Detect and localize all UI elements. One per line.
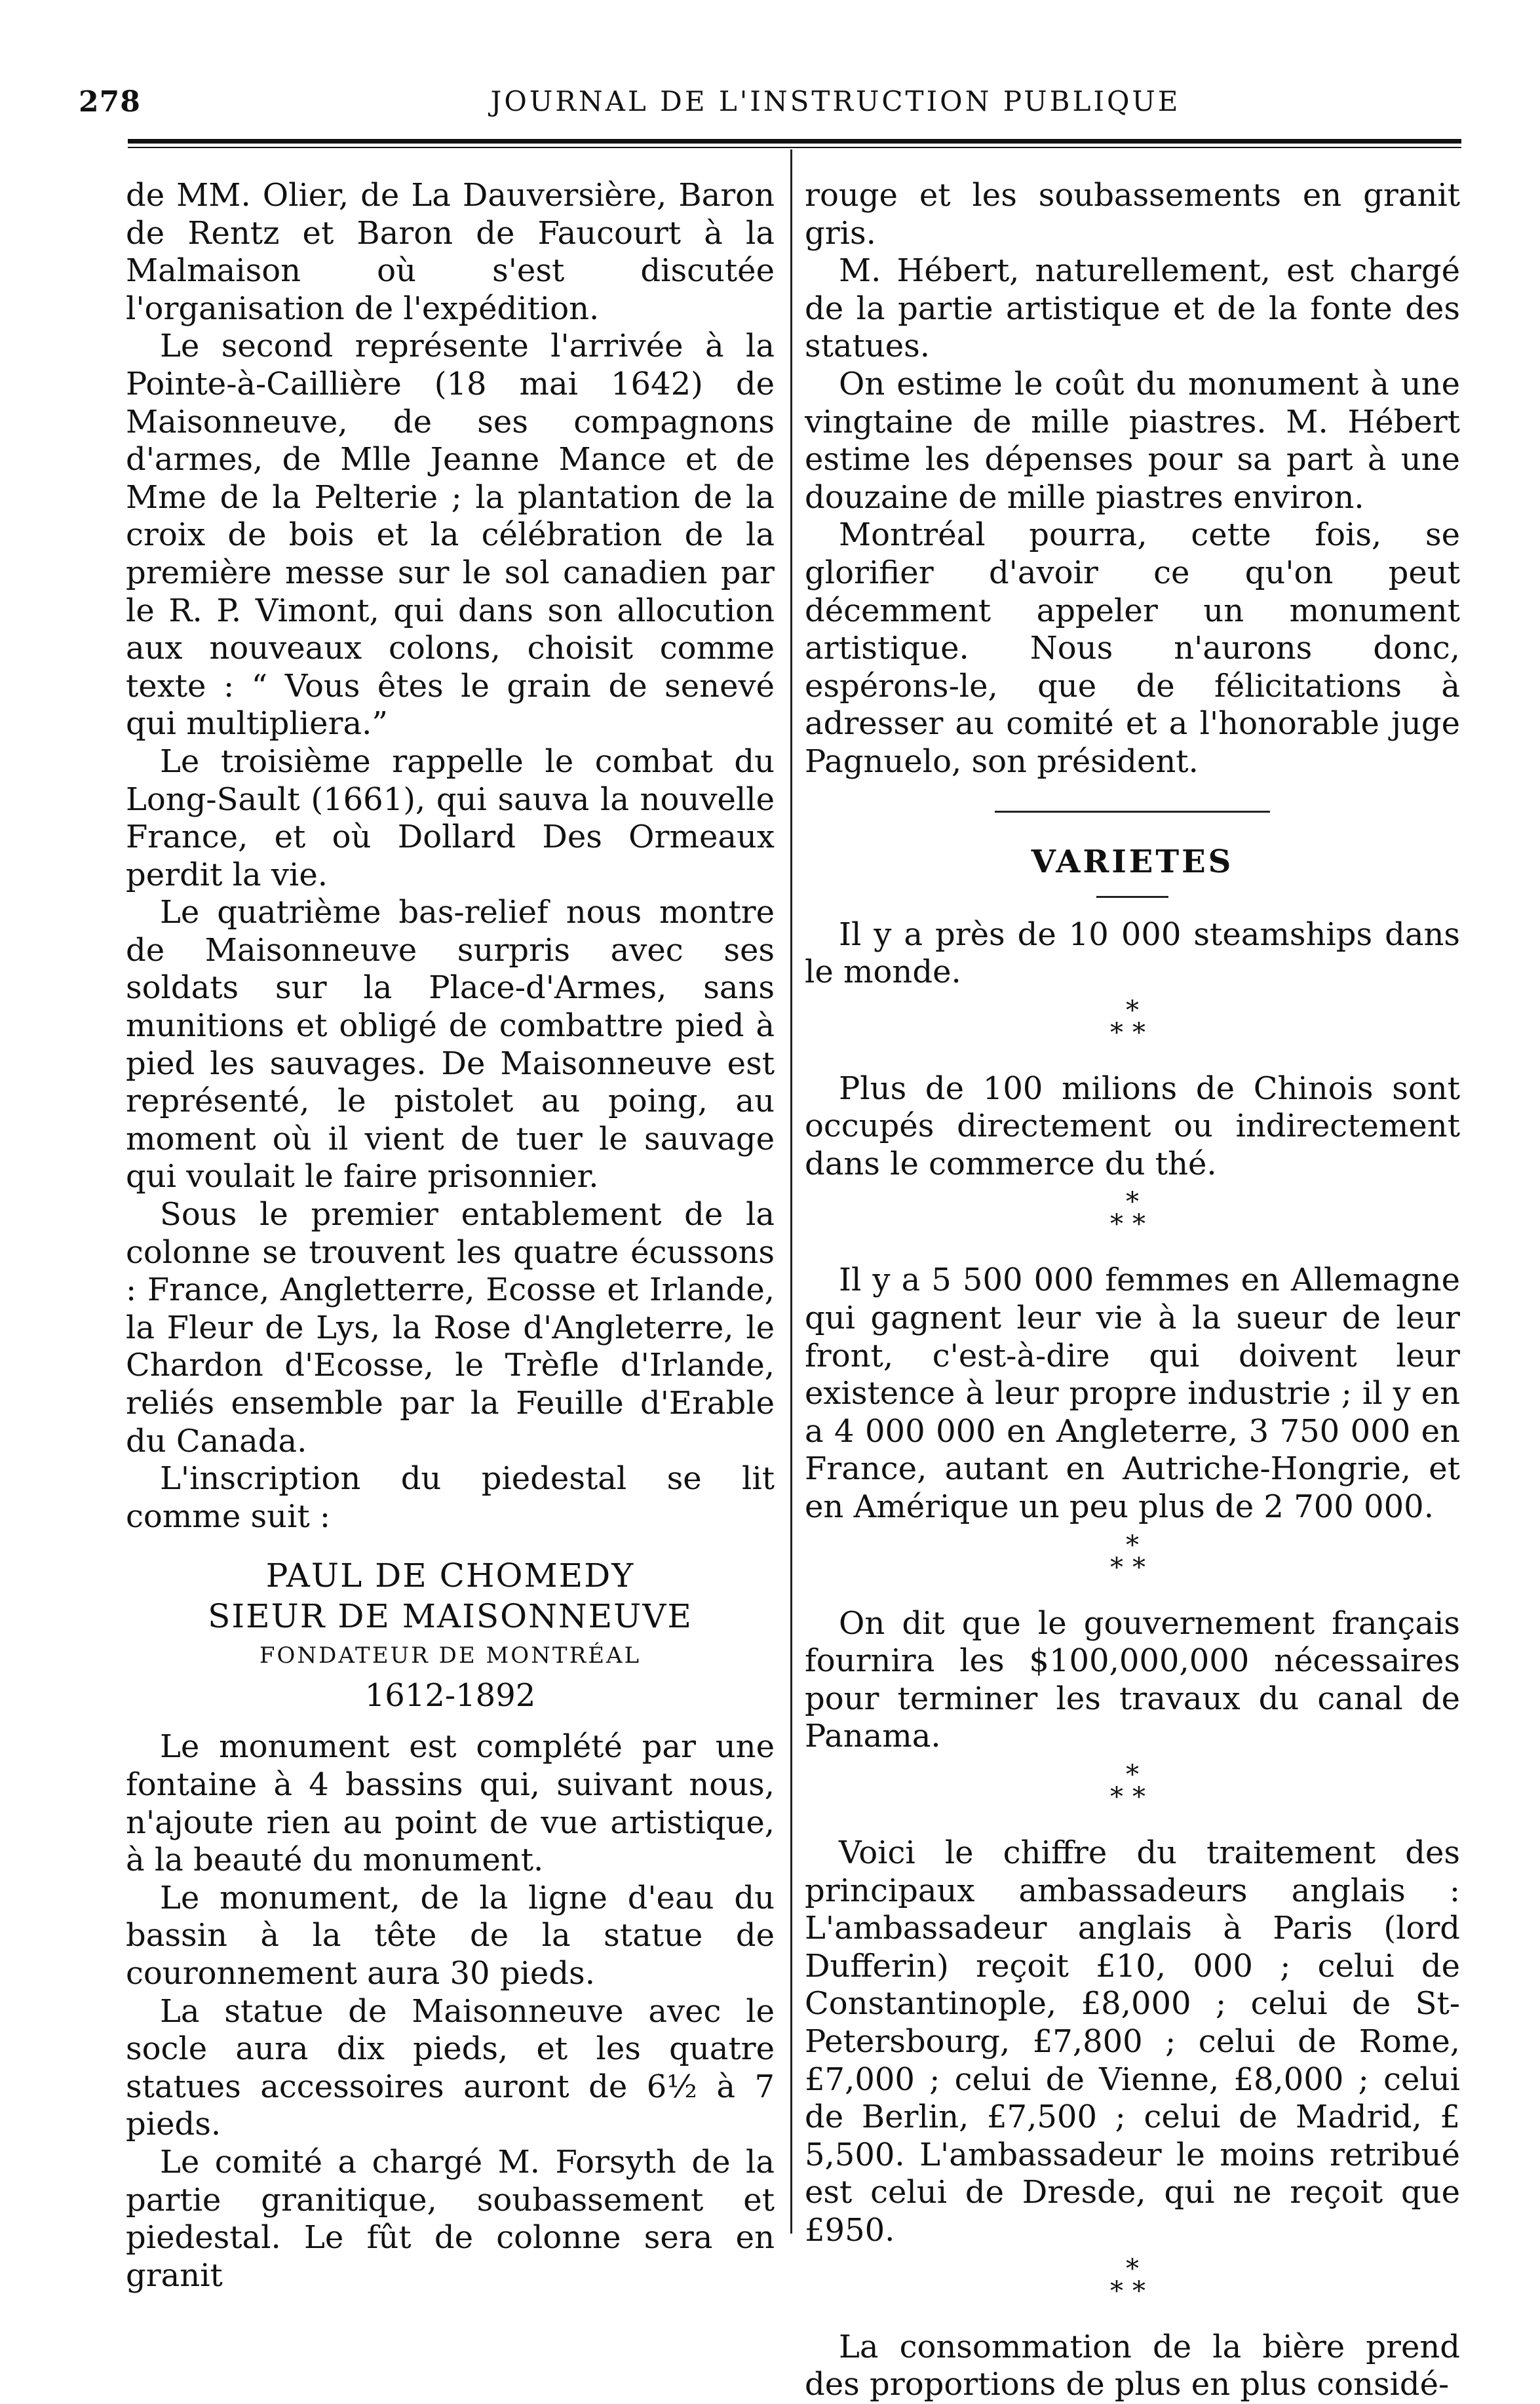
header-rule-thin	[128, 147, 1461, 148]
asterism-divider: * **	[1110, 2253, 1155, 2306]
left-column	[126, 177, 775, 2295]
paragraph: Sous le premier entablement de la colonne se trouvent les quatre écussons : France, Angletterre, Ecosse et Irlande, la Fleur de Lys, la Rose d'Angleterre, le Chardon d'Ecosse, le Trèfle d'Irlande, reliés ensemble par la Feuille d'Erable du Canada.	[126, 1196, 775, 1460]
variety-item: Plus de 100 milions de Chinois sont occupés directement ou indirectement dans le commerce du thé.	[805, 1070, 1460, 1182]
variety-item: Il y a près de 10 000 steamships dans le monde.	[805, 916, 1460, 991]
paragraph: Le comité a chargé M. Forsyth de la partie granitique, soubassement et piedestal. Le fût de colonne sera en granit	[126, 2143, 775, 2294]
title-underline	[1096, 896, 1168, 898]
variety-item: On dit que le gouvernement français fournira les $100,000,000 nécessaires pour terminer les travaux du canal de Panama.	[805, 1604, 1460, 1755]
column-divider	[790, 149, 792, 2234]
paragraph: de MM. Olier, de La Dauversière, Baron de Rentz et Baron de Faucourt à la Malmaison où s'est discutée l'organisation de l'expédition.	[126, 177, 775, 327]
asterism-divider: * **	[1110, 1187, 1155, 1240]
paragraph: Le monument est complété par une fontaine à 4 bassins qui, suivant nous, n'ajoute rien au point de vue artistique, à la beauté du monument.	[126, 1728, 775, 1879]
paragraph: Le troisième rappelle le combat du Long-Sault (1661), qui sauva la nouvelle France, et où Dollard Des Ormeaux perdit la vie.	[126, 743, 775, 893]
variety-item: Voici le chiffre du traitement des principaux ambassadeurs anglais : L'ambassadeur anglais à Paris (lord Dufferin) reçoit £10, 000 ; celui de Constantinople, £8,000 ; celui de St-Petersbourg, £7,800 ; celui de Rome, £7,000 ; celui de Vienne, £8,000 ; celui de Berlin, £7,500 ; celui de Madrid, £ 5,500. L'ambassadeur le moins retribué est celui de Dresde, qui ne reçoit que £950.	[805, 1834, 1460, 2249]
paragraph: Montréal pourra, cette fois, se glorifier d'avoir ce qu'on peut décemment appeler un monument artistique. Nous n'aurons donc, espérons-le, que de félicitations à adresser au comité et a l'honorable juge Pagnuelo, son président.	[805, 516, 1460, 780]
inscription-name: PAUL DE CHOMEDY	[265, 1557, 635, 1595]
variety-item: La consommation de la bière prend des proportions de plus en plus considé-	[805, 2328, 1460, 2403]
header-rule-thick	[128, 139, 1461, 144]
inscription-founder: FONDATEUR DE MONTRÉAL	[259, 1642, 642, 1669]
asterism-divider: * **	[1110, 1760, 1155, 1812]
right-column	[805, 177, 1460, 2404]
inscription-title: SIEUR DE MAISONNEUVE	[208, 1597, 693, 1636]
paragraph: Le second représente l'arrivée à la Pointe-à-Caillière (18 mai 1642) de Maisonneuve, de ses compagnons d'armes, de Mlle Jeanne Mance et de Mme de la Pelterie ; la plantation de la croix de bois et la célébration de la première messe sur le sol canadien par le R. P. Vimont, qui dans son allocution aux nouveaux colons, choisit comme texte : “ Vous êtes le grain de senevé qui multipliera.”	[126, 328, 775, 743]
running-title: JOURNAL DE L'INSTRUCTION PUBLIQUE	[490, 85, 1181, 117]
page-header	[79, 85, 1461, 131]
paragraph: Le quatrième bas-relief nous montre de Maisonneuve surpris avec ses soldats sur la Place-d'Armes, sans munitions et obligé de combattre pied à pied les sauvages. De Maisonneuve est représenté, le pistolet au poing, au moment où il vient de tuer le sauvage qui voulait le faire prisonnier.	[126, 894, 775, 1195]
paragraph: Le monument, de la ligne d'eau du bassin à la tête de la statue de couronnement aura 30 pieds.	[126, 1879, 775, 1992]
paragraph: M. Hébert, naturellement, est chargé de la partie artistique et de la fonte des statues.	[805, 252, 1460, 365]
variety-item: Il y a 5 500 000 femmes en Allemagne qui gagnent leur vie à la sueur de leur front, c'est-à-dire qui doivent leur existence à leur propre industrie ; il y en a 4 000 000 en Angleterre, 3 750 000 en France, autant en Autriche-Hongrie, et en Amérique un peu plus de 2 700 000.	[805, 1262, 1460, 1526]
paragraph: On estime le coût du monument à une vingtaine de mille piastres. M. Hébert estime les dépenses pour sa part à une douzaine de mille piastres environ.	[805, 365, 1460, 516]
asterism-divider: * **	[1110, 1530, 1155, 1583]
section-title: VARIETES	[1031, 843, 1234, 880]
paragraph: L'inscription du piedestal se lit comme suit :	[126, 1460, 775, 1535]
paragraph: La statue de Maisonneuve avec le socle aura dix pieds, et les quatre statues accessoires auront de 6½ à 7 pieds.	[126, 1992, 775, 2143]
paragraph: rouge et les soubassements en granit gris.	[805, 177, 1460, 252]
pedestal-inscription	[126, 1555, 775, 1716]
page-number: 278	[79, 85, 141, 119]
inscription-dates: 1612-1892	[364, 1677, 536, 1715]
section-divider	[995, 811, 1270, 813]
asterism-divider: * **	[1110, 995, 1155, 1048]
